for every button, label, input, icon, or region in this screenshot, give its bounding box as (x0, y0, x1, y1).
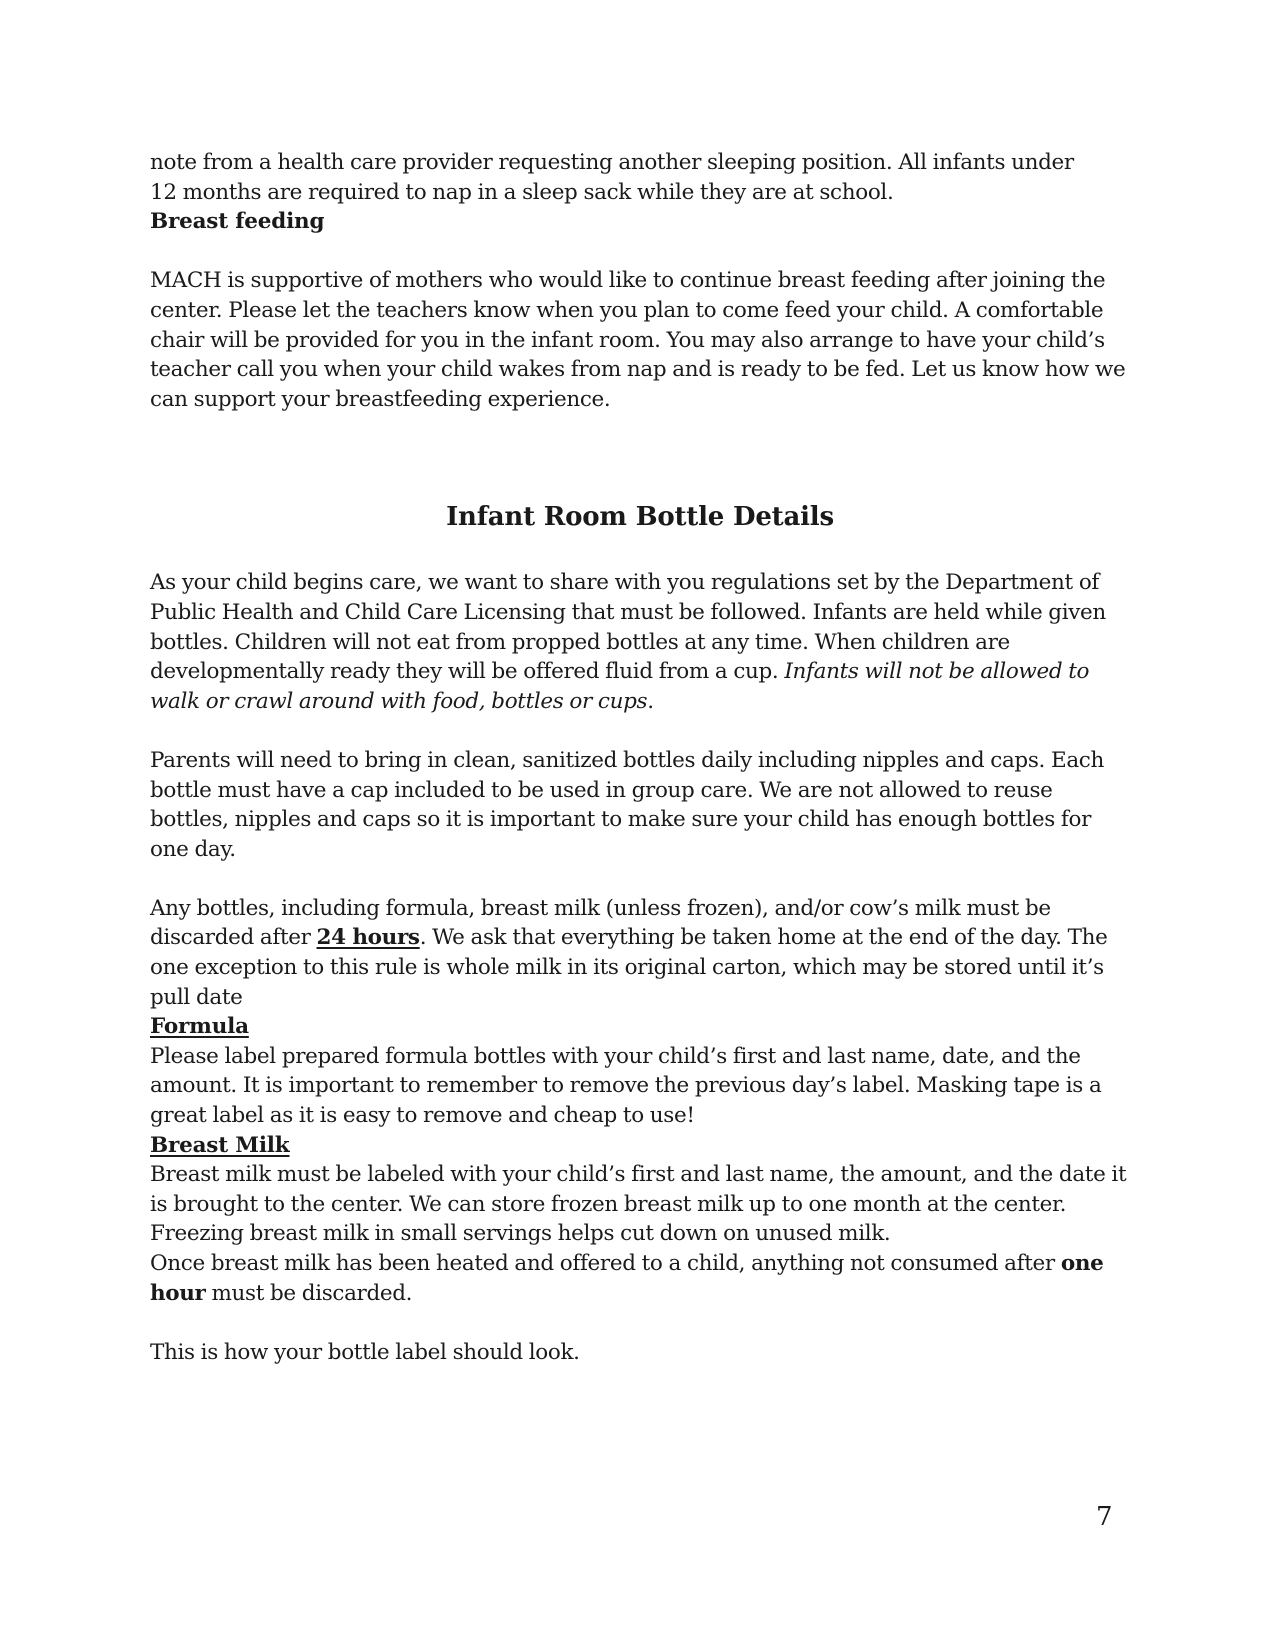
breast-feeding-heading: Breast feeding (150, 209, 325, 235)
intro-line-2: 12 months are required to nap in a sleep sack while they are at school. (150, 179, 894, 205)
bottle-details-title: Infant Room Bottle Details (446, 502, 834, 533)
intro-paragraph (150, 148, 1130, 207)
breast-milk-text: Breast milk must be labeled with your child’s first and last name, the amount, and the date it is brought to the center. We can store frozen breast milk up to one month at the center. Freezing breast milk in small servings helps cut down on unused milk. (150, 1162, 1127, 1247)
discard-paragraph (150, 894, 1130, 1012)
bottle-regulations-end: . (647, 688, 654, 714)
breast-milk-note-start: Once breast milk has been heated and offered to a child, anything not consumed after (150, 1251, 1061, 1276)
clean-bottles-paragraph: Parents will need to bring in clean, sanitized bottles daily including nipples and caps. Each bottle must have a cap included to be used in group care. We are not allowed to reuse bottles, nipples and caps so it is important to make sure your child has enough bottles for one day. (150, 747, 1104, 862)
document-page (150, 148, 1130, 1367)
discard-hours-emphasis: 24 hours (316, 925, 420, 951)
intro-line-1: note from a health care provider requesting another sleeping position. All infants under (150, 150, 1074, 175)
bottle-regulations-text: As your child begins care, we want to share with you regulations set by the Department of Public Health and Child Care Licensing that must be followed. Infants are held while given bottles. Children will not eat from propped bottles at any time. When children are developmentally ready they will be offered fluid from a cup. (150, 570, 1106, 685)
formula-paragraph: Please label prepared formula bottles with your child’s first and last name, date, and the amount. It is important to remember to remove the previous day’s label. Masking tape is a great label as it is easy to remove and cheap to use! (150, 1043, 1102, 1129)
discard-text-start: Any bottles, including formula, breast milk (unless frozen), and/or cow’s milk must be discarded after (150, 895, 1051, 951)
breast-feeding-paragraph: MACH is supportive of mothers who would like to continue breast feeding after joining the center. Please let the teachers know when you plan to come feed your child. A comfortable chair will be provided for you in the infant room. You may also arrange to have your child’s teacher call you when your child wakes from nap and is ready to be fed. Let us know how we can support your breastfeeding experience. (150, 268, 1126, 412)
page-number: 7 (1096, 1502, 1113, 1532)
bottle-regulations-italic: Infants will not be allowed to walk or crawl around with food, bottles or cups (150, 659, 1090, 714)
bottle-regulations-paragraph (150, 568, 1130, 716)
breast-milk-hour-emphasis: one hour (150, 1251, 1104, 1306)
formula-heading: Formula (150, 1014, 249, 1040)
closing-line: This is how your bottle label should look. (150, 1339, 580, 1365)
section-title-block (150, 499, 1130, 535)
breast-milk-heading: Breast Milk (150, 1132, 290, 1158)
breast-milk-note-end: must be discarded. (205, 1280, 413, 1306)
breast-milk-paragraph (150, 1160, 1130, 1308)
discard-text-end: . We ask that everything be taken home at the end of the day. The one exception to this rule is whole milk in its original carton, which may be stored until it’s pull date (150, 925, 1108, 1010)
